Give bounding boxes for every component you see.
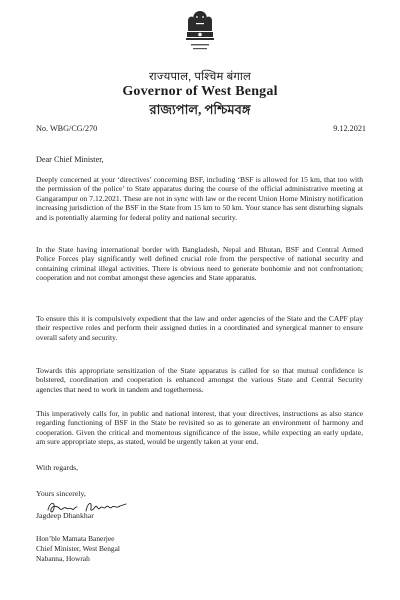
addressee-location: Nabanna, Howrah	[36, 554, 90, 563]
signer-name: Jagdeep Dhankhar	[36, 511, 94, 520]
body-paragraph: This imperatively calls for, in public and national interest, that your directives, instructions as also stance regarding functioning of BSF in the State be revisited so as to generate an environment of harmony and cooperation. Given the critical and momentous significance of the issue, while expecting an early update, am sure appropriate steps, as stated, would be urgently taken at your end.	[36, 409, 363, 447]
body-paragraph: Deeply concerned at your ‘directives’ concerning BSF, including ‘BSF is allowed for 15 km, that too with the permission of the police’ to State apparatus during the course of the official administrative meeting at Gangarampur on 7.12.2021. These are not in sync with law or the recent Union Home Ministry notification increasing jurisdiction of the BSF in the State from 15 km to 50 km. Your stance has sent disturbing signals and is potentially alarming for federal polity and national security.	[36, 175, 363, 222]
letter-date: 9.12.2021	[333, 124, 366, 133]
letterhead-bengali-title: রাজ্যপাল, পশ্চিমবঙ্গ	[149, 102, 251, 117]
body-paragraph: Towards this appropriate sensitization of the State apparatus is called for so that mutual confidence is bolstered, coordination and cooperation is enhanced amongst the various State and Central Security agencies that need to work in tandem and togetherness.	[36, 366, 363, 394]
salutation: Dear Chief Minister,	[36, 155, 104, 164]
body-paragraph: To ensure this it is compulsively expedient that the law and order agencies of the State and the CAPF play their respective roles and perform their assigned duties in a coordinated and synergical manner to ensure overall safety and security.	[36, 314, 363, 342]
letterhead-hindi-title: राज्यपाल, पश्चिम बंगाल	[148, 71, 252, 83]
letterhead-english-title: Governor of West Bengal	[122, 84, 278, 99]
valediction: Yours sincerely,	[36, 489, 86, 498]
addressee-designation: Chief Minister, West Bengal	[36, 544, 120, 553]
addressee-name: Hon’ble Mamata Banerjee	[36, 534, 115, 543]
closing-regards: With regards,	[36, 463, 79, 472]
reference-number: No. WBG/CG/270	[36, 124, 98, 133]
national-emblem-icon	[182, 6, 218, 56]
body-paragraph: In the State having international border with Bangladesh, Nepal and Bhutan, BSF and Central Armed Police Forces play significantly well defined crucial role from the perspective of national security and containing criminal illegal activities. There is obvious need to generate bonhomie and not confrontation; cooperation and not combat amongst these agencies and State apparatus.	[36, 245, 363, 283]
